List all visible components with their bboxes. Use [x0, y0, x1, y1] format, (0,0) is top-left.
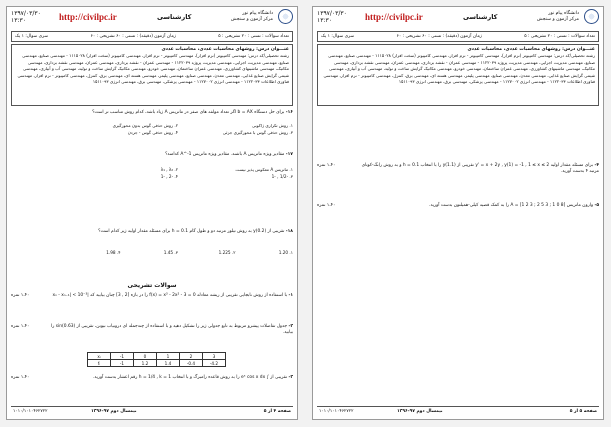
descriptive-question-3: ۳- تقریبی از ∫ eˣ cos x dx را به روش قاعده رامبرگ و با انتخاب h = 1/4 , k = 1 رقم اعشار بدست آورید. ۱،۴۰ نمره	[11, 375, 293, 380]
university-name: دانشگاه پیام نور مرکز آزمون و سنجش	[230, 11, 273, 22]
questions-count: تعداد سوالات : تستی : ۲۰ تشریحی : ۵	[218, 34, 289, 39]
exam-page-4	[6, 6, 298, 420]
option-3[interactable]: ۳. -1/2 , -1	[271, 174, 293, 179]
question-18: ۱۸- تقریبی از (0.2)y به روش تیلور مرتبه دو و طول گام h = 0.1 برای مسئله مقدار اولیه زیر کدام است؟ ۱. 1.20 ۲. 1.225 ۳. 1.45 ۴. 1.98	[11, 229, 293, 279]
table-row: xᵢ -1 0 1 2 3	[88, 353, 226, 360]
option-2[interactable]: ۲. 1.225	[218, 250, 236, 255]
descriptive-question-5: ۵- وارون ماتریس A = [1 2 3 ; 2 5 3 ; 1 0 8] را به کمک قضیه کیلی-همیلتون بدست آورید. ۱،۴۰ نمره	[317, 203, 599, 208]
option-1[interactable]: ۱. روش تکراری ژاکوبی	[252, 123, 293, 128]
page-header	[313, 7, 603, 29]
series-number: سری سوال: ۱ یک	[15, 34, 49, 39]
page-number: صفحه ۴ از ۵	[263, 409, 291, 414]
table-row: fᵢ -1 1.2 1.4 -0.4 -4.2	[88, 360, 226, 367]
university-name: دانشگاه پیام نور مرکز آزمون و سنجش	[536, 11, 579, 22]
subject-title: عنـــوان درس: روشهای محاسبات عددی، محاسبات عددی	[467, 47, 595, 52]
question-text: وارون ماتریس A = [1 2 3 ; 2 5 3 ; 1 0 8] را به کمک قضیه کیلی-همیلتون بدست آورید.	[429, 203, 594, 208]
exam-page-5	[312, 6, 604, 420]
exam-info-bar	[317, 31, 599, 42]
points-label: ۱،۴۰ نمره	[317, 203, 336, 208]
subject-box	[11, 44, 293, 106]
question-text: با استفاده از روش نابجایی تقریبی از ریشه معادله f(x) = x³ - 2x² - 3 = 0 را در بازه [2 , 3] چنان بیابید که |xₙ - xₙ₋₁| < 10⁻³	[52, 293, 288, 298]
option-4[interactable]: ۴. -2 , -1	[160, 174, 178, 179]
site-url[interactable]: http://civilpc.ir	[365, 12, 423, 22]
option-1[interactable]: ۱. ماتریس A معکوس پذیر نیست	[235, 167, 293, 172]
options-list	[63, 166, 293, 180]
points-label: ۱،۴۰ نمره	[11, 375, 30, 380]
degree-label: کارشناسی	[463, 13, 498, 21]
subject-title: عنـــوان درس: روشهای محاسبات عددی، محاسبات عددی	[161, 47, 289, 52]
exam-date: ۱۳۹۷/۰۳/۳۰ ۱۳:۳۰	[11, 10, 41, 24]
question-text: تقریبی از (0.2)y به روش تیلور مرتبه دو و طول گام h = 0.1 برای مسئله مقدار اولیه زیر کدام است؟	[98, 229, 285, 234]
site-url[interactable]: http://civilpc.ir	[59, 12, 117, 22]
page-number: صفحه ۵ از ۵	[569, 409, 597, 414]
degree-label: کارشناسی	[157, 13, 192, 21]
exam-time: زمان آزمون (دقیقه) : تستی : ۶۰ تشریحی : ۶۰	[90, 34, 176, 39]
descriptive-question-4: ۴- برای مسئله مقدار اولیه y' = x + 2y , y(1) = -1 , 1 ≤ x ≤ 2 تقریبی از y(1.1) را با انتخاب h = 0.1 و به روش رانگ-کوتای مرتبه ۴ بدست آورید. ۱،۴۰ نمره	[317, 163, 599, 174]
exam-code: ۱۰۱۰/۱۰۱۰۴۶۲۷۲۲	[13, 409, 48, 414]
option-2[interactable]: ۲. روش حذفی گوس بدون محورگیری	[112, 123, 178, 128]
term-label: نیمسال دوم ۹۷-۱۳۹۶	[397, 409, 443, 414]
page-header	[7, 7, 297, 29]
subject-fields: رشته تحصیلی/کد درس: مهندسی کامپیوتر (نرم افزار)، مهندسی کامپیوتر - نرم افزار، مهندسی کامپیوتر (سخت افزار) ۱۱۱۵۰۲۸ - مهندسی صنایع، مهندسی صنایع، مهندسی مدیریت اجرایی، مهندسی مدیریت پروژه ۱۱۲۲۰۳۹ - مهندسی عمران - نقشه برداری، مهندسی عمران، مهندسی نقشه برداری، مهندسی مکانیک، مهندسی ماشینهای کشاورزی، مهندسی عمران ساختمان، مهندسی خودرو، مهندسی مکانیک گرایش ساخت و تولید، مهندسی آب و آبیاری، مهندسی شیمی گرایش صنایع غذایی، مهندسی معدن، مهندسی صنایع، مهندسی پلیمر، مهندسی هسته ای، مهندسی برق، کنترل، مهندسی کامپیوتر - نرم افزار، مهندسی فناوری اطلاعات ۱۱۲۲۰۳۳ - مهندسی انرژی ۱۱۲۷۰۰۲ - مهندسی پزشکی، مهندسی برق، مهندسی انرژی ۱۵۱۱۰۹۳	[323, 53, 595, 85]
option-3[interactable]: ۳. روش حذفی گوس با محورگیری جزئی	[222, 130, 293, 135]
subject-fields: رشته تحصیلی/کد درس: مهندسی کامپیوتر (نرم افزار)، مهندسی کامپیوتر - نرم افزار، مهندسی کامپیوتر (سخت افزار) ۱۱۱۵۰۲۸ - مهندسی صنایع، مهندسی صنایع، مهندسی مدیریت اجرایی، مهندسی مدیریت پروژه ۱۱۲۲۰۳۹ - مهندسی عمران - نقشه برداری، مهندسی عمران، مهندسی نقشه برداری، مهندسی مکانیک، مهندسی ماشینهای کشاورزی، مهندسی عمران ساختمان، مهندسی خودرو، مهندسی مکانیک گرایش ساخت و تولید، مهندسی آب و آبیاری، مهندسی شیمی گرایش صنایع غذایی، مهندسی معدن، مهندسی صنایع، مهندسی پلیمر، مهندسی هسته ای، مهندسی برق، کنترل، مهندسی کامپیوتر - نرم افزار، مهندسی فناوری اطلاعات ۱۱۲۲۰۳۳ - مهندسی انرژی ۱۱۲۷۰۰۲ - مهندسی پزشکی، مهندسی برق، مهندسی انرژی ۱۵۱۱۰۹۳	[17, 53, 289, 85]
points-label: ۱،۴۰ نمره	[317, 163, 336, 168]
option-2[interactable]: ۲. λ₁ , λ₂	[160, 167, 178, 172]
question-text: برای مسئله مقدار اولیه y' = x + 2y , y(1) = -1 , 1 ≤ x ≤ 2 تقریبی از y(1.1) را با انتخاب h = 0.1 و به روش رانگ-کوتای مرتبه ۴ بدست آورید.	[361, 163, 599, 174]
term-label: نیمسال دوم ۹۷-۱۳۹۶	[91, 409, 137, 414]
question-16: ۱۶- برای حل دستگاه b = AX اگر تعداد مولفه های صفر در ماتریس A زیاد باشد، کدام روش مناسب تر است؟ ۱. روش تکراری ژاکوبی ۲. روش حذفی گوس بدون محورگیری ۳. روش حذفی گوس با محورگیری جزئی ۴. روش حذفی گوس - جردن	[11, 110, 293, 150]
options-list	[63, 122, 293, 136]
exam-date: ۱۳۹۷/۰۳/۳۰ ۱۳:۳۰	[317, 10, 347, 24]
points-label: ۱،۴۰ نمره	[11, 293, 30, 298]
page-footer	[11, 406, 293, 416]
questions-count: تعداد سوالات : تستی : ۲۰ تشریحی : ۵	[524, 34, 595, 39]
section-title: سوالات تشریحی	[127, 282, 177, 289]
option-3[interactable]: ۳. 1.45	[163, 250, 178, 255]
function-table	[87, 352, 226, 367]
exam-time: زمان آزمون (دقیقه) : تستی : ۶۰ تشریحی : ۶۰	[396, 34, 482, 39]
exam-info-bar	[11, 31, 293, 42]
subject-box	[317, 44, 599, 106]
question-text: جدول تفاضلات پیشرو مربوط به تابع جدولی زیر را تشکیل دهید و با استفاده از چندجمله ای درونیاب نیوتن، تقریبی از sin(0.63) را بیابید.	[51, 324, 293, 335]
points-label: ۱،۴۰ نمره	[11, 324, 30, 329]
question-text: برای حل دستگاه b = AX اگر تعداد مولفه های صفر در ماتریس A زیاد باشد، کدام روش مناسب تر است؟	[92, 110, 285, 115]
option-4[interactable]: ۴. 1.98	[106, 250, 121, 255]
descriptive-question-1: ۱- با استفاده از روش نابجایی تقریبی از ریشه معادله f(x) = x³ - 2x² - 3 = 0 را در بازه [2 , 3] چنان بیابید که |xₙ - xₙ₋₁| < 10⁻³ ۱،۴۰ نمره	[11, 293, 293, 298]
option-4[interactable]: ۴. روش حذفی گوس - جردن	[127, 130, 178, 135]
question-17: ۱۷- مقادیر ویژه ماتریس A باشند. مقادیر ویژه ماتریس A^-1 کدامند؟ ۱. ماتریس A معکوس پذیر نیست ۲. λ₁ , λ₂ ۳. -1/2 , -1 ۴. -2 , -1	[11, 152, 293, 202]
question-text: مقادیر ویژه ماتریس A باشند. مقادیر ویژه ماتریس A^-1 کدامند؟	[165, 152, 285, 157]
exam-code: ۱۰۱۰/۱۰۱۰۴۶۲۷۲۲	[319, 409, 354, 414]
university-seal-icon	[584, 9, 599, 24]
page-footer	[317, 406, 599, 416]
series-number: سری سوال: ۱ یک	[321, 34, 355, 39]
question-text: تقریبی از ∫ eˣ cos x dx را به روش قاعده رامبرگ و با انتخاب h = 1/4 , k = 1 رقم اعشار بدست آورید.	[92, 375, 288, 380]
option-1[interactable]: ۱. 1.20	[278, 250, 293, 255]
descriptive-question-2: ۲- جدول تفاضلات پیشرو مربوط به تابع جدولی زیر را تشکیل دهید و با استفاده از چندجمله ای درونیاب نیوتن، تقریبی از sin(0.63) را بیابید. ۱،۴۰ نمره	[11, 324, 293, 335]
university-seal-icon	[278, 9, 293, 24]
options-list	[63, 249, 293, 256]
